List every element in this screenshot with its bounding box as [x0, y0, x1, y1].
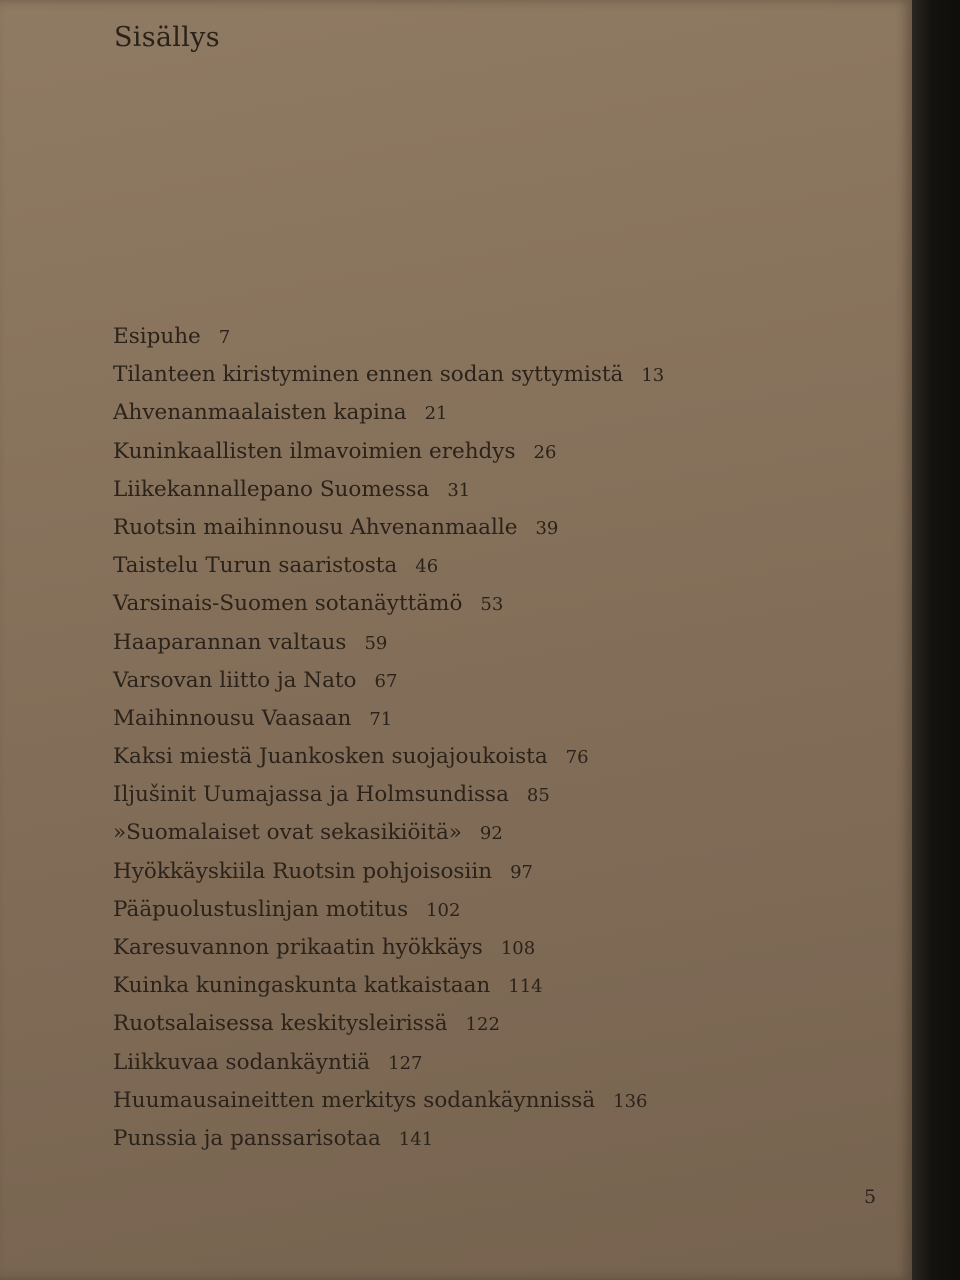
toc-entry-page: 7: [218, 327, 231, 348]
toc-entry-page: 122: [465, 1014, 500, 1036]
toc-entry-title: Taistelu Turun saaristosta: [113, 553, 398, 579]
toc-entry-page: 21: [424, 403, 448, 425]
toc-entry: [113, 394, 873, 432]
toc-entry: [113, 929, 873, 967]
toc-entry-page: 46: [415, 556, 439, 578]
toc-entry: [113, 318, 873, 356]
toc-entry-page: 127: [388, 1052, 423, 1074]
toc-entry-page: 53: [480, 594, 504, 616]
book-spine-shadow: [912, 0, 960, 1280]
toc-entry: [113, 891, 873, 929]
toc-entry: [113, 585, 873, 623]
toc-entry-title: Ahvenanmaalaisten kapina: [113, 400, 407, 426]
toc-entry-page: 92: [479, 823, 503, 845]
toc-entry-title: Iljušinit Uumajassa ja Holmsundissa: [113, 782, 509, 808]
page-title: Sisällys: [114, 22, 220, 53]
toc-entry-title: Esipuhe: [113, 324, 201, 349]
toc-entry-page: 59: [364, 632, 388, 654]
toc-entry-page: 39: [535, 517, 559, 539]
toc-entry-page: 13: [641, 365, 665, 387]
toc-entry-title: Varsovan liitto ja Nato: [113, 667, 357, 693]
toc-entry: [113, 1082, 873, 1120]
toc-entry: [113, 853, 873, 891]
toc-entry: [113, 1044, 873, 1082]
toc-entry: [113, 776, 873, 814]
toc-entry-page: 102: [426, 899, 461, 921]
toc-entry: [113, 814, 873, 852]
toc-entry-title: Pääpuolustuslinjan motitus: [113, 896, 409, 922]
toc-entry-page: 114: [508, 976, 543, 998]
table-of-contents: [113, 318, 873, 1158]
toc-entry-title: Punssia ja panssarisotaa: [113, 1125, 381, 1151]
toc-entry-title: Varsinais-Suomen sotanäyttämö: [113, 591, 463, 617]
toc-entry-page: 31: [447, 479, 471, 501]
toc-entry-title: Kaksi miestä Juankosken suojajoukoista: [113, 744, 548, 770]
toc-entry: [113, 700, 873, 738]
toc-entry-page: 136: [613, 1090, 648, 1112]
toc-entry-title: Huumausaineitten merkitys sodankäynnissä: [113, 1087, 596, 1113]
toc-entry-page: 76: [565, 747, 589, 769]
toc-entry: [113, 547, 873, 585]
toc-entry: [113, 662, 873, 700]
toc-entry: [113, 509, 873, 547]
toc-entry-page: 67: [374, 670, 398, 692]
toc-entry-title: Ruotsin maihinnousu Ahvenanmaalle: [113, 514, 518, 540]
toc-entry-page: 26: [533, 441, 557, 463]
toc-entry-title: Tilanteen kiristyminen ennen sodan syttymistä: [113, 362, 624, 388]
toc-entry-title: Kuinka kuningaskunta katkaistaan: [113, 973, 491, 999]
toc-entry-title: Ruotsalaisessa keskitysleirissä: [113, 1011, 448, 1037]
toc-entry: [113, 356, 873, 394]
toc-entry-page: 141: [398, 1128, 434, 1150]
toc-entry-title: Maihinnousu Vaasaan: [113, 705, 352, 731]
toc-entry: [113, 967, 873, 1005]
toc-entry-title: Liikkuvaa sodankäyntiä: [113, 1049, 371, 1075]
toc-entry-title: Hyökkäyskiila Ruotsin pohjoisosiin: [113, 858, 493, 884]
toc-entry: [113, 1120, 873, 1158]
page-number: 5: [864, 1186, 877, 1208]
toc-entry-title: »Suomalaiset ovat sekasikiöitä»: [113, 820, 462, 846]
toc-entry: [113, 471, 873, 509]
toc-entry-page: 71: [369, 708, 393, 730]
toc-entry-page: 108: [500, 938, 536, 959]
toc-entry-title: Karesuvannon prikaatin hyökkäys: [113, 935, 483, 960]
toc-entry: [113, 624, 873, 662]
toc-entry-title: Haaparannan valtaus: [113, 629, 347, 655]
toc-entry: [113, 1005, 873, 1043]
toc-entry-page: 85: [526, 785, 550, 807]
toc-entry-page: 97: [510, 861, 533, 883]
toc-entry: [113, 433, 873, 471]
toc-entry: [113, 738, 873, 776]
toc-entry-title: Liikekannallepano Suomessa: [113, 476, 430, 502]
toc-entry-title: Kuninkaallisten ilmavoimien erehdys: [113, 438, 516, 464]
